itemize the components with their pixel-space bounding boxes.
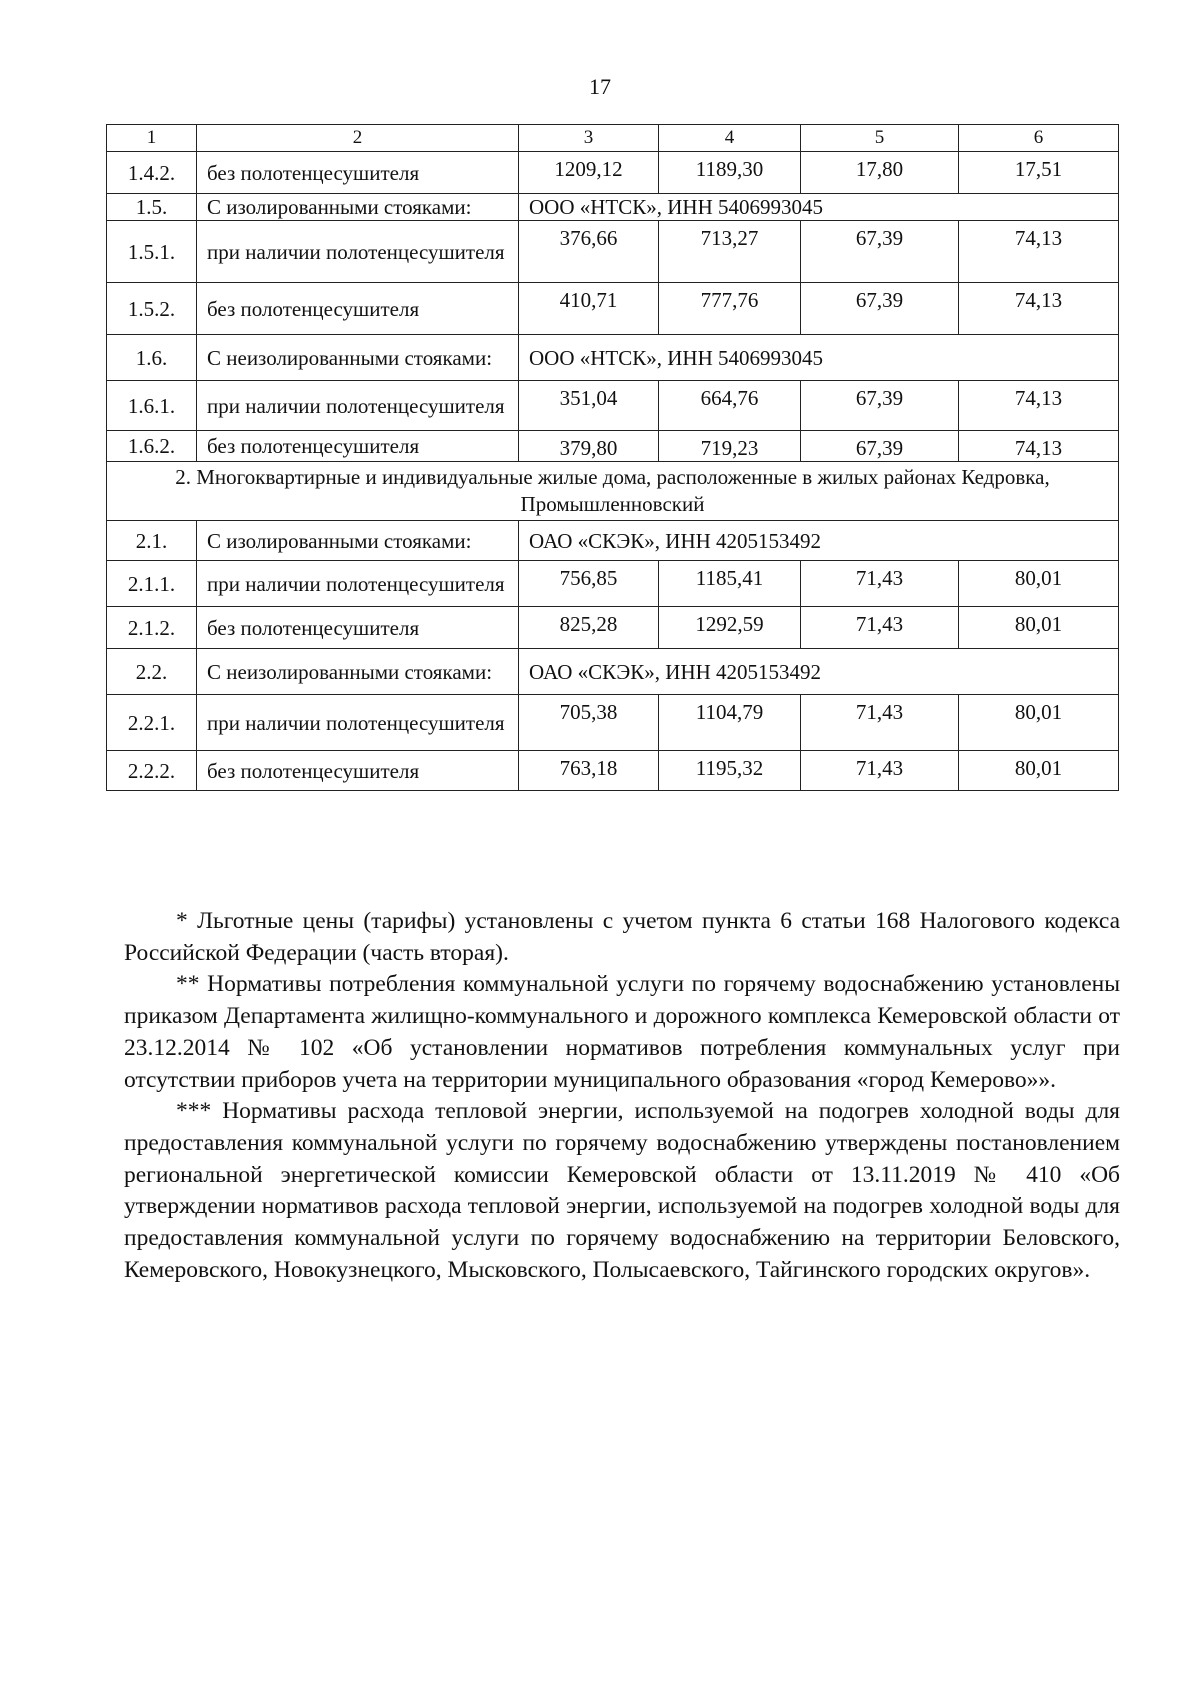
row-number: 1.5. xyxy=(107,194,197,221)
table-row xyxy=(107,561,1119,607)
value-col-6: 74,13 xyxy=(959,221,1119,283)
table-row xyxy=(107,431,1119,462)
row-number: 1.4.2. xyxy=(107,152,197,194)
column-header: 2 xyxy=(197,125,519,152)
value-col-5: 71,43 xyxy=(801,607,959,649)
value-col-3: 410,71 xyxy=(519,283,659,335)
row-number: 1.5.2. xyxy=(107,283,197,335)
table-row xyxy=(107,695,1119,751)
row-name: без полотенцесушителя xyxy=(197,283,519,335)
value-col-5: 71,43 xyxy=(801,695,959,751)
supplier-info: ОАО «СКЭК», ИНН 4205153492 xyxy=(519,649,1119,695)
footnote-2: ** Нормативы потребления коммунальной услуги по горячему водоснабжению установлены приказом Департамента жилищно-коммунального и дорожного комплекса Кемеровской области от 23.12.2014 № 102 «Об установлении нормативов потребления коммунальных услуг при отсутствии приборов учета на территории муниципального образования «город Кемерово»». xyxy=(124,971,1120,1093)
group-row xyxy=(107,649,1119,695)
row-name: без полотенцесушителя xyxy=(197,152,519,194)
row-number: 2.2.2. xyxy=(107,751,197,791)
table-row xyxy=(107,607,1119,649)
value-col-3: 756,85 xyxy=(519,561,659,607)
row-name: без полотенцесушителя xyxy=(197,607,519,649)
row-number: 2.2.1. xyxy=(107,695,197,751)
group-row xyxy=(107,194,1119,221)
value-col-6: 74,13 xyxy=(959,381,1119,431)
row-number: 2.1. xyxy=(107,521,197,561)
value-col-6: 74,13 xyxy=(959,283,1119,335)
row-number: 1.6.2. xyxy=(107,431,197,462)
group-name: С неизолированными стояками: xyxy=(197,649,519,695)
group-row xyxy=(107,335,1119,381)
row-number: 2.2. xyxy=(107,649,197,695)
value-col-6: 80,01 xyxy=(959,751,1119,791)
footnote-3: *** Нормативы расхода тепловой энергии, используемой на подогрев холодной воды для предоставления коммунальной услуги по горячему водоснабжению утверждены постановлением региональной энергетической комиссии Кемеровской области от 13.11.2019 № 410 «Об утверждении нормативов расхода тепловой энергии, используемой на подогрев холодной воды для предоставления коммунальной услуги по горячему водоснабжению на территории Беловского, Кемеровского, Новокузнецкого, Мысковского, Полысаевского, Тайгинского городских округов». xyxy=(124,1098,1120,1283)
group-row xyxy=(107,521,1119,561)
value-col-4: 664,76 xyxy=(659,381,801,431)
row-name: при наличии полотенцесушителя xyxy=(197,221,519,283)
value-col-4: 777,76 xyxy=(659,283,801,335)
value-col-5: 67,39 xyxy=(801,381,959,431)
footnotes xyxy=(124,906,1120,1286)
row-name: при наличии полотенцесушителя xyxy=(197,561,519,607)
value-col-6: 80,01 xyxy=(959,561,1119,607)
value-col-3: 379,80 xyxy=(519,431,659,462)
value-col-4: 1104,79 xyxy=(659,695,801,751)
supplier-info: ООО «НТСК», ИНН 5406993045 xyxy=(519,335,1119,381)
value-col-4: 1292,59 xyxy=(659,607,801,649)
value-col-5: 67,39 xyxy=(801,283,959,335)
value-col-3: 825,28 xyxy=(519,607,659,649)
column-header: 5 xyxy=(801,125,959,152)
value-col-6: 74,13 xyxy=(959,431,1119,462)
value-col-4: 1185,41 xyxy=(659,561,801,607)
table-row xyxy=(107,751,1119,791)
value-col-3: 705,38 xyxy=(519,695,659,751)
group-name: С неизолированными стояками: xyxy=(197,335,519,381)
value-col-5: 67,39 xyxy=(801,431,959,462)
table-row xyxy=(107,381,1119,431)
value-col-4: 1189,30 xyxy=(659,152,801,194)
value-col-6: 80,01 xyxy=(959,607,1119,649)
section-row xyxy=(107,462,1119,521)
tariff-table xyxy=(106,124,1119,791)
table-row xyxy=(107,283,1119,335)
value-col-4: 1195,32 xyxy=(659,751,801,791)
column-header: 4 xyxy=(659,125,801,152)
value-col-5: 67,39 xyxy=(801,221,959,283)
column-header: 6 xyxy=(959,125,1119,152)
row-number: 1.6. xyxy=(107,335,197,381)
value-col-6: 80,01 xyxy=(959,695,1119,751)
row-number: 2.1.1. xyxy=(107,561,197,607)
value-col-3: 1209,12 xyxy=(519,152,659,194)
value-col-5: 17,80 xyxy=(801,152,959,194)
group-name: С изолированными стояками: xyxy=(197,194,519,221)
row-name: без полотенцесушителя xyxy=(197,751,519,791)
column-header: 1 xyxy=(107,125,197,152)
row-number: 2.1.2. xyxy=(107,607,197,649)
value-col-4: 719,23 xyxy=(659,431,801,462)
column-header: 3 xyxy=(519,125,659,152)
value-col-3: 351,04 xyxy=(519,381,659,431)
footnote-1: * Льготные цены (тарифы) установлены с учетом пункта 6 статьи 168 Налогового кодекса Российской Федерации (часть вторая). xyxy=(124,908,1120,966)
value-col-5: 71,43 xyxy=(801,561,959,607)
row-name: без полотенцесушителя xyxy=(197,431,519,462)
row-name: при наличии полотенцесушителя xyxy=(197,381,519,431)
supplier-info: ОАО «СКЭК», ИНН 4205153492 xyxy=(519,521,1119,561)
row-number: 1.6.1. xyxy=(107,381,197,431)
section-title: 2. Многоквартирные и индивидуальные жилые дома, расположенные в жилых районах Кедровка, Промышленновский xyxy=(107,462,1119,521)
value-col-3: 376,66 xyxy=(519,221,659,283)
table-header-row xyxy=(107,125,1119,152)
value-col-6: 17,51 xyxy=(959,152,1119,194)
row-number: 1.5.1. xyxy=(107,221,197,283)
table-row xyxy=(107,221,1119,283)
value-col-4: 713,27 xyxy=(659,221,801,283)
page-number: 17 xyxy=(589,74,611,99)
supplier-info: ООО «НТСК», ИНН 5406993045 xyxy=(519,194,1119,221)
value-col-3: 763,18 xyxy=(519,751,659,791)
group-name: С изолированными стояками: xyxy=(197,521,519,561)
value-col-5: 71,43 xyxy=(801,751,959,791)
table-row xyxy=(107,152,1119,194)
row-name: при наличии полотенцесушителя xyxy=(197,695,519,751)
